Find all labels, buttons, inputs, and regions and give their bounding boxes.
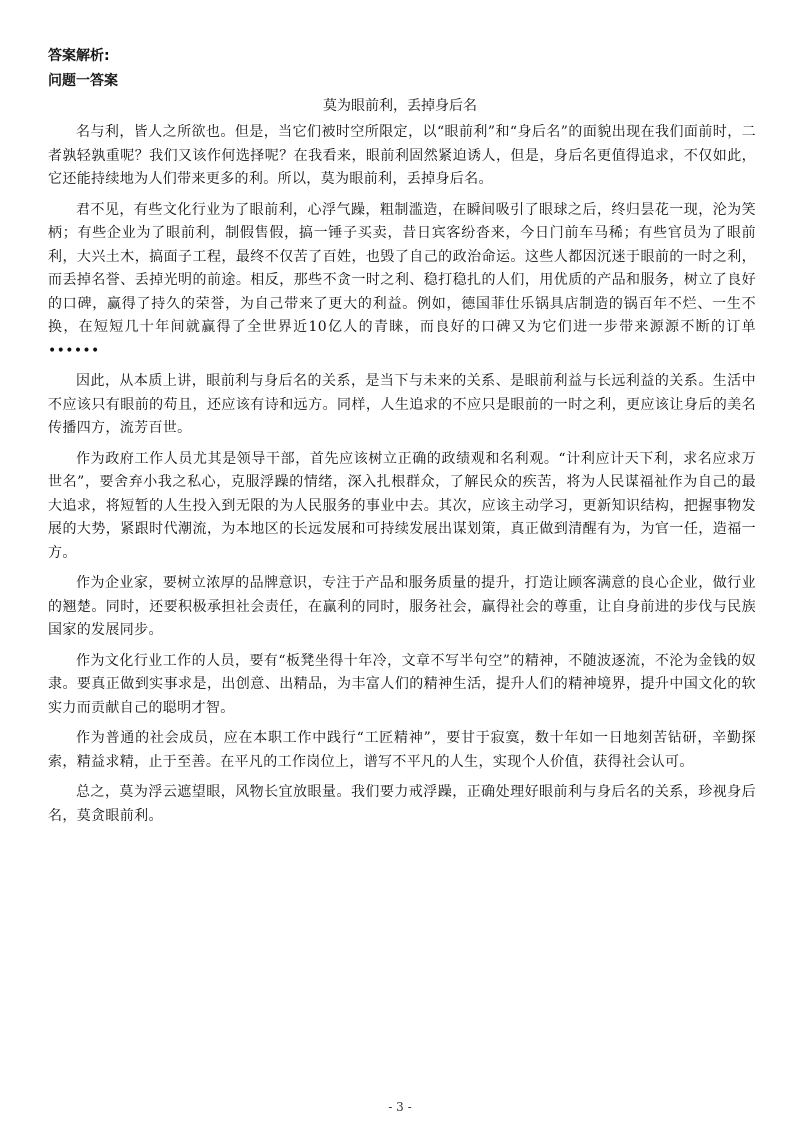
essay-paragraph-3: 因此，从本质上讲，眼前利与身后名的关系，是当下与未来的关系、是眼前利益与长远利益的关系。生活中不应该只有眼前的苟且，还应该有诗和远方。同样，人生追求的不应只是眼前的一时之利，更应该让身后的美名传播四方，流芳百世。 xyxy=(48,373,756,436)
essay-paragraph-1: 名与利，皆人之所欲也。但是，当它们被时空所限定，以“眼前利”和“身后名”的面貌出现在我们面前时，二者孰轻孰重呢？我们又该作何选择呢？在我看来，眼前利固然紧迫诱人，但是，身后名更值得追求，不仅如此，它还能持续地为人们带来更多的利。所以，莫为眼前利，丢掉身后名。 xyxy=(48,124,756,187)
section-heading: 答案解析: xyxy=(48,48,110,64)
essay-paragraph-4: 作为政府工作人员尤其是领导干部，首先应该树立正确的政绩观和名利观。“计利应计天下利，求名应求万世名”，要舍弃小我之私心，克服浮躁的情绪，深入扎根群众，了解民众的疾苦，将为人民谋福祉作为自己的最大追求，将短暂的人生投入到无限的为人民服务的事业中去。其次，应该主动学习，更新知识结构，把握事物发展的大势，紧跟时代潮流，为本地区的长远发展和可持续发展出谋划策，真正做到清醒有为，为官一任，造福一方。 xyxy=(48,450,756,561)
essay-body xyxy=(48,121,756,835)
essay-paragraph-8: 总之，莫为浮云遮望眼，风物长宜放眼量。我们要力戒浮躁，正确处理好眼前利与身后名的关系，珍视身后名，莫贪眼前利。 xyxy=(48,784,756,824)
subsection-heading: 问题一答案 xyxy=(48,73,118,89)
essay-paragraph-5: 作为企业家，要树立浓厚的品牌意识，专注于产品和服务质量的提升，打造让顾客满意的良心企业，做行业的翘楚。同时，还要积极承担社会责任，在赢利的同时，服务社会，赢得社会的尊重，让自身前进的步伐与民族国家的发展同步。 xyxy=(48,575,756,638)
page-number: - 3 - xyxy=(388,1100,412,1114)
essay-paragraph-2: 君不见，有些文化行业为了眼前利，心浮气躁，粗制滥造，在瞬间吸引了眼球之后，终归昙花一现，沦为笑柄；有些企业为了眼前利，制假售假，搞一锤子买卖，昔日宾客纷沓来，今日门前车马稀；有些官员为了眼前利，大兴土木，搞面子工程，最终不仅苦了百姓，也毁了自己的政治命运。这些人都因沉迷于眼前的一时之利，而丢掉名誉、丢掉光明的前途。相反，那些不贪一时之利、稳打稳扎的人们，用优质的产品和服务，树立了良好的口碑，赢得了持久的荣誉，为自己带来了更大的利益。例如，德国菲仕乐锅具店制造的锅百年不烂、一生不换，在短短几十年间就赢得了全世界近10亿人的青睐，而良好的口碑又为它们进一步带来源源不断的订单•••••• xyxy=(48,201,756,359)
essay-paragraph-7: 作为普通的社会成员，应在本职工作中践行“工匠精神”，要甘于寂寞，数十年如一日地刻苦钻研，辛勤探索，精益求精，止于至善。在平凡的工作岗位上，谱写不平凡的人生，实现个人价值，获得社会认可。 xyxy=(48,730,756,770)
essay-paragraph-6: 作为文化行业工作的人员，要有“板凳坐得十年冷，文章不写半句空”的精神，不随波逐流，不沦为金钱的奴隶。要真正做到实事求是，出创意、出精品，为丰富人们的精神生活，提升人们的精神境界，提升中国文化的软实力而贡献自己的聪明才智。 xyxy=(48,652,756,716)
essay-title: 莫为眼前利，丢掉身后名 xyxy=(323,98,477,114)
